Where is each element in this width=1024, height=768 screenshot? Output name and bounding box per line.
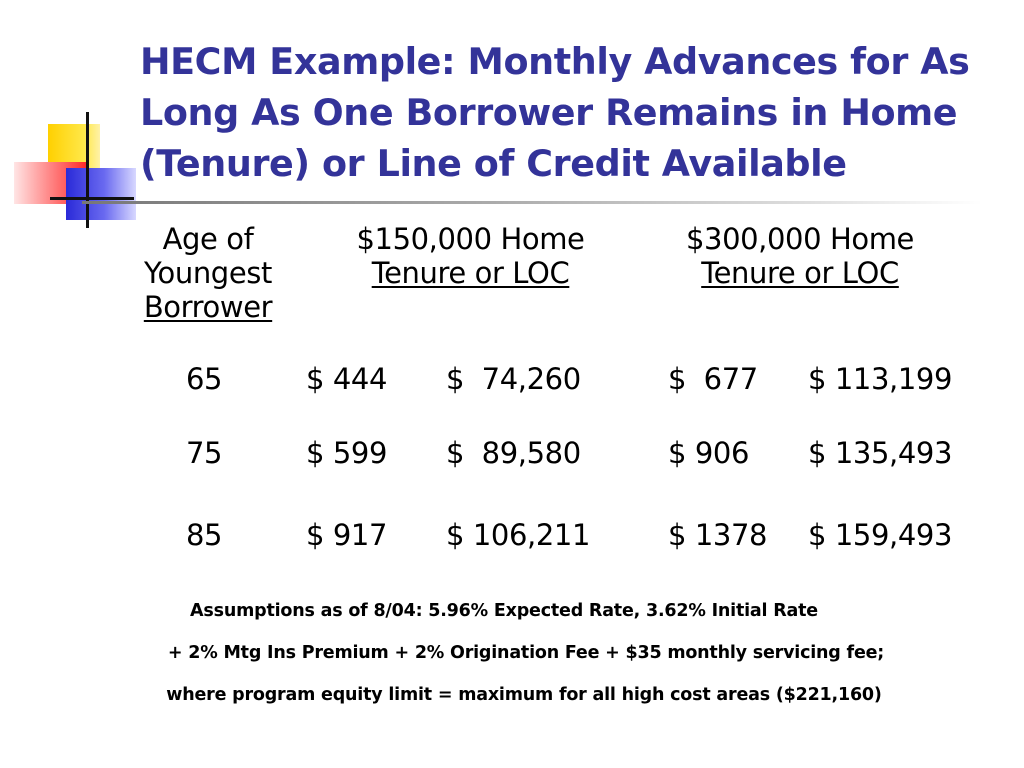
cell-age: 85 — [186, 518, 223, 552]
slide-title: HECM Example: Monthly Advances for As Long As One Borrower Remains in Home (Tenure) or Line of Credit Available — [140, 40, 970, 185]
cell-tenure-300k: $ 1378 — [668, 518, 768, 552]
cell-age: 75 — [186, 436, 223, 470]
table-row — [0, 436, 1024, 476]
cell-loc-150k: $ 89,580 — [446, 436, 581, 470]
cell-loc-300k: $ 113,199 — [808, 362, 952, 396]
cell-loc-150k: $ 74,260 — [446, 362, 581, 396]
ornament-vertical-line — [86, 112, 89, 228]
cell-tenure-150k: $ 444 — [306, 362, 388, 396]
header-age — [118, 222, 298, 324]
header-150k-line-2: Tenure or LOC — [371, 256, 570, 290]
header-age-line-1: Age of — [162, 222, 254, 256]
assumptions-line-1: Assumptions as of 8/04: 5.96% Expected Rate, 3.62% Initial Rate — [190, 601, 818, 621]
assumptions-line-3: where program equity limit = maximum for all high cost areas ($221,160) — [166, 685, 882, 705]
header-150k-line-1: $150,000 Home — [356, 222, 585, 256]
assumptions-line-2: + 2% Mtg Ins Premium + 2% Origination Fee + $35 monthly servicing fee; — [167, 643, 885, 663]
title-divider-rule — [82, 201, 982, 204]
ornament-blue-square — [66, 168, 136, 220]
header-300k-line-1: $300,000 Home — [685, 222, 915, 256]
table-row — [0, 518, 1024, 558]
header-150k-home — [318, 222, 623, 290]
header-300k-line-2: Tenure or LOC — [701, 256, 899, 290]
table-row — [0, 362, 1024, 402]
cell-tenure-300k: $ 906 — [668, 436, 750, 470]
header-age-line-3: Borrower — [143, 290, 273, 324]
cell-tenure-150k: $ 599 — [306, 436, 388, 470]
cell-loc-300k: $ 159,493 — [808, 518, 952, 552]
cell-tenure-300k: $ 677 — [668, 362, 758, 396]
cell-loc-150k: $ 106,211 — [446, 518, 590, 552]
ornament-horizontal-line — [50, 197, 134, 200]
cell-loc-300k: $ 135,493 — [808, 436, 952, 470]
header-300k-home — [650, 222, 950, 290]
cell-tenure-150k: $ 917 — [306, 518, 388, 552]
header-age-line-2: Youngest — [144, 256, 272, 290]
cell-age: 65 — [186, 362, 223, 396]
